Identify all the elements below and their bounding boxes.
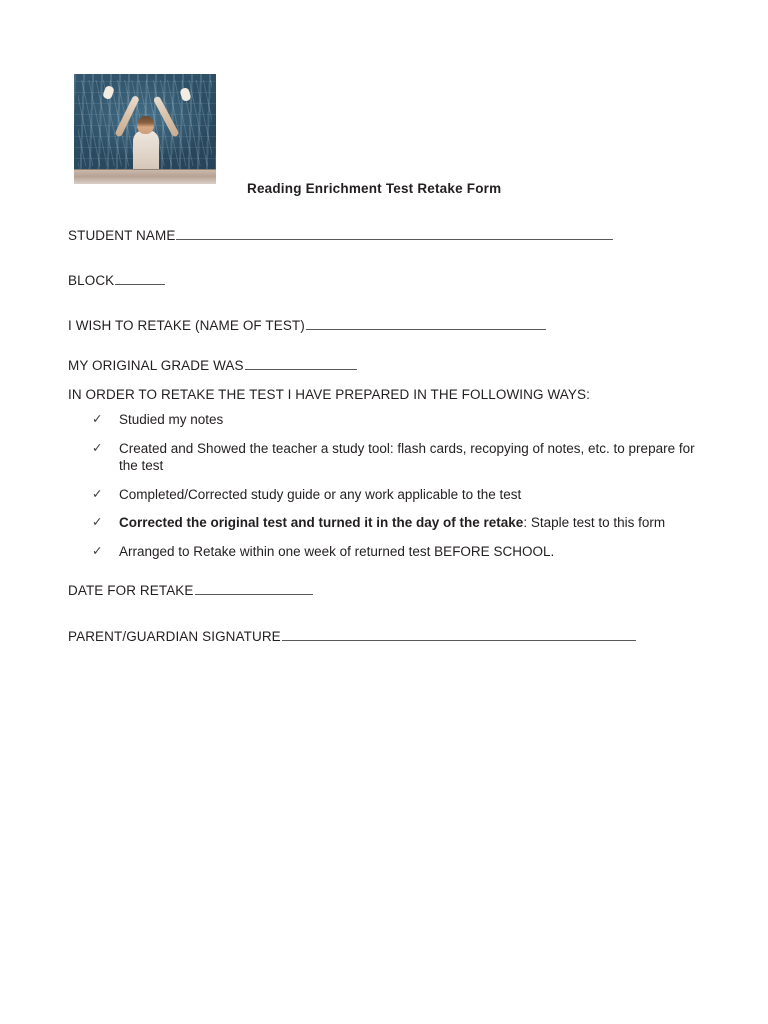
page-title: Reading Enrichment Test Retake Form [247, 181, 502, 196]
student-at-chalkboard-photo [74, 74, 216, 184]
list-item[interactable] [92, 440, 702, 475]
field-block-rule[interactable] [115, 273, 165, 285]
check-mark-icon: ✓ [92, 412, 103, 426]
list-item[interactable] [92, 514, 702, 532]
student-head [137, 116, 154, 134]
checklist-intro: IN ORDER TO RETAKE THE TEST I HAVE PREPARED IN THE FOLLOWING WAYS: [68, 387, 590, 402]
field-student-name[interactable] [68, 228, 613, 243]
check-mark-icon: ✓ [92, 515, 103, 530]
field-block-label: BLOCK [68, 273, 115, 289]
list-item-text: Completed/Corrected study guide or any work applicable to the test [119, 486, 522, 502]
field-original-grade-label: MY ORIGINAL GRADE WAS [68, 358, 244, 374]
field-test-name-label: I WISH TO RETAKE (NAME OF TEST) [68, 318, 305, 334]
check-mark-icon: ✓ [92, 486, 103, 501]
list-item[interactable] [92, 411, 702, 429]
field-date-for-retake-label: DATE FOR RETAKE [68, 583, 194, 599]
field-parent-signature-rule[interactable] [282, 629, 636, 641]
field-student-name-rule[interactable] [176, 228, 613, 240]
field-original-grade[interactable] [68, 358, 357, 373]
field-student-name-label: STUDENT NAME [68, 228, 176, 244]
list-item-text: Studied my notes [119, 412, 224, 427]
field-parent-signature-label: PARENT/GUARDIAN SIGNATURE [68, 629, 281, 645]
list-item-text: Arranged to Retake within one week of returned test BEFORE SCHOOL. [119, 543, 555, 559]
preparation-checklist [92, 411, 702, 571]
document-header [74, 74, 694, 194]
field-test-name[interactable] [68, 318, 546, 333]
list-item-text-bold: Corrected the original test and turned it in the day of the retake [119, 515, 524, 531]
list-item[interactable] [92, 543, 702, 561]
field-original-grade-rule[interactable] [245, 358, 357, 370]
check-mark-icon: ✓ [92, 543, 103, 558]
field-date-for-retake[interactable] [68, 583, 313, 598]
list-item-text: Created and Showed the teacher a study tool: flash cards, recopying of notes, etc. to prepare for the test [119, 440, 695, 474]
field-test-name-rule[interactable] [306, 318, 546, 330]
check-mark-icon: ✓ [92, 440, 103, 455]
list-item-text: : Staple test to this form [523, 515, 666, 531]
list-item[interactable] [92, 486, 702, 504]
chalk-tray [74, 170, 216, 184]
field-parent-signature[interactable] [68, 629, 636, 644]
field-date-for-retake-rule[interactable] [195, 583, 313, 595]
field-block[interactable] [68, 273, 165, 288]
